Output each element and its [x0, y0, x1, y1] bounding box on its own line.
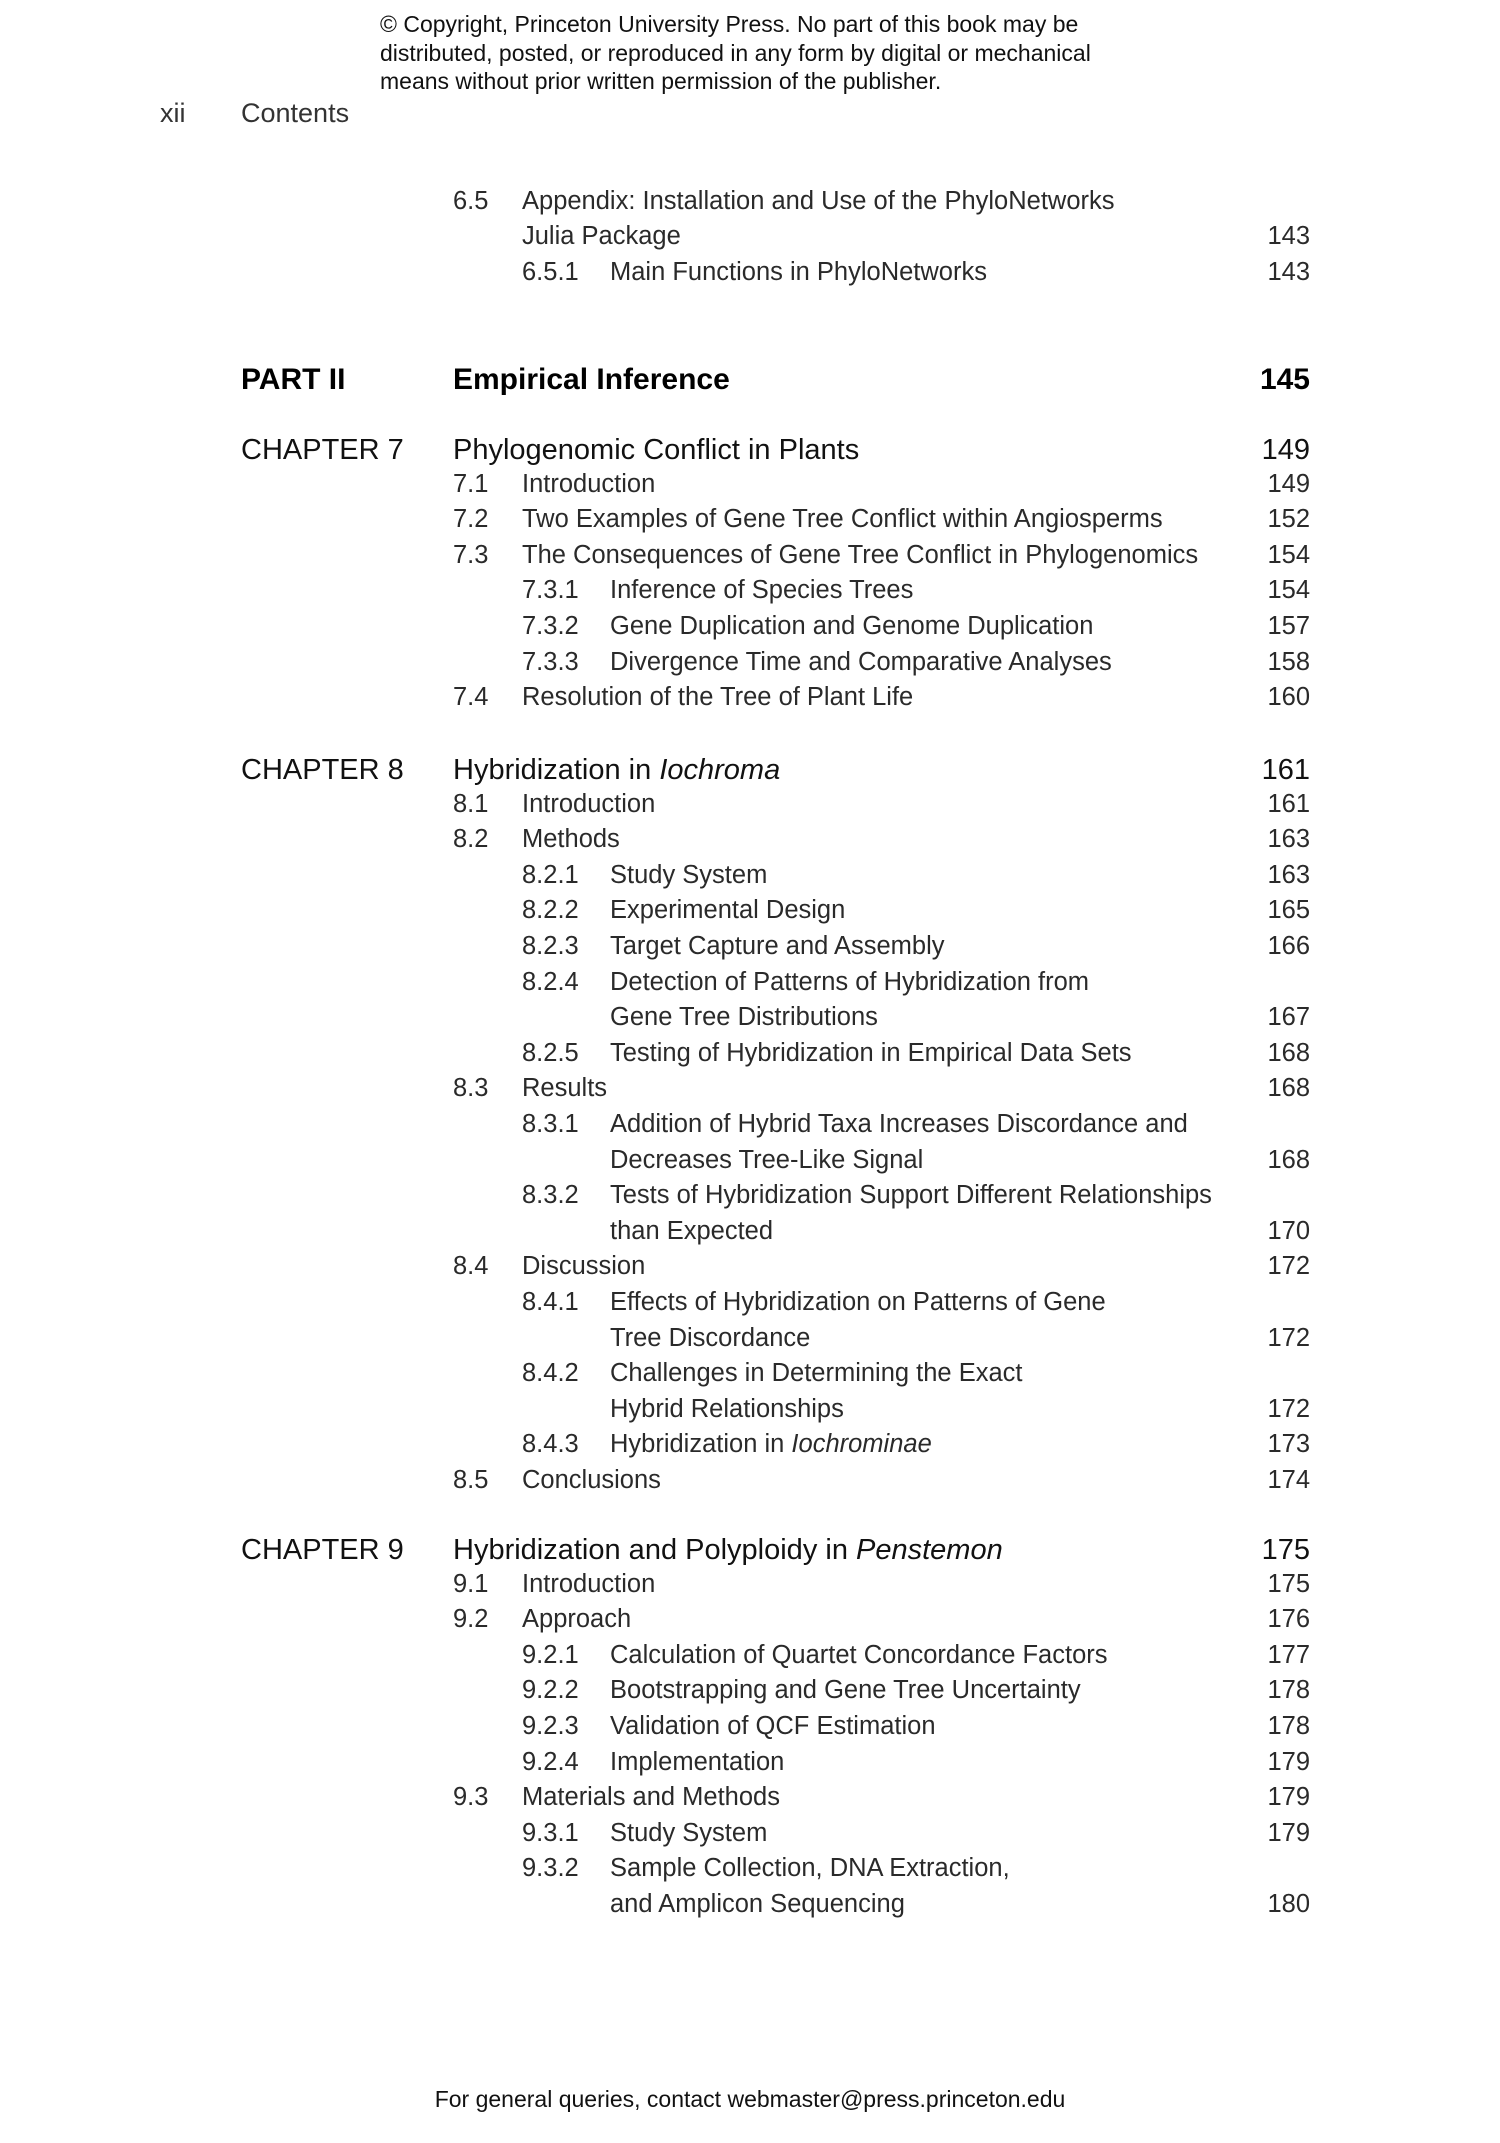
page-number: 149 — [1267, 469, 1310, 498]
toc-entry-section[interactable] — [0, 790, 1500, 826]
subsection-title: Validation of QCF Estimation — [610, 1712, 936, 1740]
subsection-title: Inference of Species Trees — [610, 576, 914, 605]
page-number: 175 — [1267, 1569, 1310, 1598]
section-title: Introduction — [522, 1569, 656, 1598]
page-number: 154 — [1267, 540, 1310, 569]
subsection-title: Calculation of Quartet Concordance Factors — [610, 1640, 1108, 1669]
subsection-number: 9.3.2 — [522, 1854, 579, 1883]
section-title: The Consequences of Gene Tree Conflict in Phylogenomics — [522, 540, 1199, 569]
page-number: 170 — [1267, 1216, 1310, 1245]
toc-entry-subsection[interactable] — [0, 896, 1500, 932]
page-number: 165 — [1267, 896, 1310, 925]
subsection-number: 8.4.2 — [522, 1359, 579, 1388]
subsection-number: 7.3.3 — [522, 647, 579, 676]
page-number: 149 — [1261, 434, 1310, 466]
section-number: 6.5 — [453, 187, 489, 215]
chapter-label: CHAPTER 9 — [241, 1534, 404, 1566]
section-number: 7.1 — [453, 469, 489, 498]
page-number: 166 — [1267, 932, 1310, 960]
section-title: Conclusions — [522, 1466, 661, 1494]
toc-entry-subsection[interactable] — [0, 1641, 1500, 1677]
title-continued: and Amplicon Sequencing — [610, 1890, 905, 1918]
toc-entry-section[interactable] — [0, 1466, 1500, 1502]
page-number: 160 — [1267, 683, 1310, 712]
title-continued: Tree Discordance — [610, 1323, 811, 1352]
copyright-notice — [380, 10, 1091, 96]
subsection-number: 7.3.2 — [522, 612, 579, 640]
page-number: 163 — [1267, 825, 1310, 854]
subsection-title: Study System — [610, 1818, 768, 1847]
page-number: 172 — [1267, 1323, 1310, 1352]
page-number: 173 — [1267, 1430, 1310, 1459]
toc-entry-subsection[interactable] — [0, 576, 1500, 612]
subsection-number: 9.2.2 — [522, 1676, 579, 1705]
section-title: Discussion — [522, 1252, 646, 1281]
subsection-title: Addition of Hybrid Taxa Increases Discordance and — [610, 1110, 1188, 1138]
toc-entry-section[interactable] — [0, 541, 1500, 577]
title-continued: Hybrid Relationships — [610, 1394, 844, 1423]
page-number: 158 — [1267, 647, 1310, 676]
subsection-title: Detection of Patterns of Hybridization from — [610, 967, 1090, 996]
toc-entry-subsection[interactable] — [0, 1288, 1500, 1324]
toc-entry-continuation[interactable] — [0, 1003, 1500, 1039]
toc-entry-subsection[interactable] — [0, 1748, 1500, 1784]
page-number: 176 — [1267, 1605, 1310, 1634]
title-continued: Gene Tree Distributions — [610, 1003, 878, 1032]
subsection-title: Effects of Hybridization on Patterns of Gene — [610, 1288, 1106, 1316]
toc-entry-section[interactable] — [0, 683, 1500, 719]
subsection-title: Study System — [610, 860, 768, 889]
section-title: Introduction — [522, 469, 656, 498]
toc-entry-section[interactable] — [0, 825, 1500, 861]
copyright-line: means without prior written permission of the publisher. — [380, 68, 942, 94]
toc-entry-section[interactable] — [0, 187, 1500, 223]
toc-chapter-heading[interactable] — [0, 1534, 1500, 1570]
toc-entry-continuation[interactable] — [0, 1395, 1500, 1431]
toc-chapter-heading[interactable] — [0, 434, 1500, 470]
page-number: 180 — [1267, 1890, 1310, 1918]
subsection-number: 8.2.1 — [522, 860, 579, 889]
section-number: 8.1 — [453, 789, 489, 818]
part-title: Empirical Inference — [453, 363, 730, 396]
toc-entry-subsection[interactable] — [0, 1039, 1500, 1075]
running-head-title: Contents — [241, 98, 350, 128]
page-number: 172 — [1267, 1252, 1310, 1281]
section-title: Approach — [522, 1605, 632, 1634]
page-number: 143 — [1267, 222, 1310, 250]
page-number: 143 — [1267, 258, 1310, 286]
toc-entry-subsection[interactable] — [0, 1712, 1500, 1748]
chapter-label: CHAPTER 8 — [241, 754, 404, 786]
section-title: Results — [522, 1074, 608, 1103]
subsection-title: Experimental Design — [610, 896, 846, 925]
subsection-title: Bootstrapping and Gene Tree Uncertainty — [610, 1676, 1081, 1705]
section-number: 8.4 — [453, 1252, 489, 1281]
chapter-label: CHAPTER 7 — [241, 434, 404, 466]
page-number: 178 — [1267, 1676, 1310, 1705]
page-number: 167 — [1267, 1003, 1310, 1032]
subsection-number: 9.2.3 — [522, 1712, 579, 1740]
section-title-continued: Julia Package — [522, 222, 681, 250]
section-number: 9.2 — [453, 1605, 489, 1634]
title-continued: Decreases Tree-Like Signal — [610, 1145, 924, 1174]
page-number: 179 — [1267, 1747, 1310, 1776]
section-number: 8.5 — [453, 1466, 489, 1494]
subsection-title: Sample Collection, DNA Extraction, — [610, 1854, 1010, 1883]
toc-entry-subsection[interactable] — [0, 258, 1500, 294]
toc-entry-subsection[interactable] — [0, 1359, 1500, 1395]
page-number: 179 — [1267, 1818, 1310, 1847]
chapter-title: Hybridization and Polyploidy in Penstemon — [453, 1534, 1003, 1566]
subsection-title: Testing of Hybridization in Empirical Data Sets — [610, 1038, 1132, 1067]
subsection-title: Main Functions in PhyloNetworks — [610, 258, 987, 286]
subsection-title: Hybridization in Iochrominae — [610, 1430, 932, 1459]
copyright-line: © Copyright, Princeton University Press. No part of this book may be — [380, 11, 1079, 37]
toc-entry-subsection[interactable] — [0, 968, 1500, 1004]
subsection-title: Gene Duplication and Genome Duplication — [610, 612, 1094, 640]
toc-part-heading[interactable] — [0, 363, 1500, 399]
toc-entry-subsection[interactable] — [0, 861, 1500, 897]
section-title: Introduction — [522, 789, 656, 818]
toc-entry-section[interactable] — [0, 1570, 1500, 1606]
page-number: 168 — [1267, 1074, 1310, 1103]
subsection-number: 6.5.1 — [522, 258, 579, 286]
page-number: 161 — [1261, 754, 1310, 786]
section-title: Two Examples of Gene Tree Conflict within Angiosperms — [522, 505, 1163, 534]
page-number: 163 — [1267, 860, 1310, 889]
copyright-line: distributed, posted, or reproduced in any form by digital or mechanical — [380, 39, 1091, 66]
footer-contact: For general queries, contact webmaster@press.princeton.edu — [434, 2086, 1066, 2112]
title-continued: than Expected — [610, 1216, 774, 1245]
page-number: 177 — [1267, 1640, 1310, 1669]
toc-entry-continuation[interactable] — [0, 1890, 1500, 1926]
chapter-title: Phylogenomic Conflict in Plants — [453, 434, 860, 466]
section-title: Resolution of the Tree of Plant Life — [522, 683, 914, 712]
toc-entry-subsection[interactable] — [0, 1181, 1500, 1217]
toc-entry-continuation[interactable] — [0, 1324, 1500, 1360]
subsection-number: 8.2.2 — [522, 896, 579, 925]
toc-entry-section[interactable] — [0, 1605, 1500, 1641]
page-number: xii — [160, 98, 186, 128]
section-title: Materials and Methods — [522, 1783, 780, 1812]
subsection-number: 8.2.3 — [522, 932, 579, 960]
toc-entry-continuation[interactable] — [0, 222, 1500, 258]
subsection-title: Divergence Time and Comparative Analyses — [610, 647, 1112, 676]
section-number: 9.3 — [453, 1783, 489, 1812]
part-label: PART II — [241, 363, 346, 396]
toc-entry-subsection[interactable] — [0, 1819, 1500, 1855]
chapter-title: Hybridization in Iochroma — [453, 754, 781, 786]
page-number: 168 — [1267, 1145, 1310, 1174]
subsection-title: Target Capture and Assembly — [610, 932, 945, 960]
page-number: 179 — [1267, 1783, 1310, 1812]
subsection-number: 8.2.4 — [522, 967, 579, 996]
page-number: 157 — [1267, 612, 1310, 640]
section-title: Appendix: Installation and Use of the PhyloNetworks — [522, 187, 1115, 215]
toc-entry-subsection[interactable] — [0, 648, 1500, 684]
subsection-number: 9.2.1 — [522, 1640, 579, 1669]
page-number: 168 — [1267, 1038, 1310, 1067]
page-number: 161 — [1267, 789, 1310, 818]
section-number: 8.2 — [453, 825, 489, 854]
subsection-number: 8.3.2 — [522, 1181, 579, 1210]
subsection-number: 7.3.1 — [522, 576, 579, 605]
toc-entry-section[interactable] — [0, 1252, 1500, 1288]
toc-entry-section[interactable] — [0, 470, 1500, 506]
toc-entry-section[interactable] — [0, 505, 1500, 541]
page-number: 174 — [1267, 1466, 1310, 1494]
toc-chapter-heading[interactable] — [0, 754, 1500, 790]
subsection-title: Implementation — [610, 1747, 785, 1776]
subsection-number: 8.4.3 — [522, 1430, 579, 1459]
subsection-number: 9.2.4 — [522, 1747, 579, 1776]
toc-entry-section[interactable] — [0, 1783, 1500, 1819]
toc-entry-subsection[interactable] — [0, 1676, 1500, 1712]
section-title: Methods — [522, 825, 620, 854]
page-number: 175 — [1261, 1534, 1310, 1566]
toc-entry-subsection[interactable] — [0, 1110, 1500, 1146]
subsection-number: 8.3.1 — [522, 1110, 579, 1138]
page-number: 145 — [1259, 363, 1310, 396]
subsection-number: 8.2.5 — [522, 1038, 579, 1067]
page-number: 154 — [1267, 576, 1310, 605]
section-number: 7.2 — [453, 505, 489, 534]
subsection-number: 9.3.1 — [522, 1818, 579, 1847]
subsection-number: 8.4.1 — [522, 1288, 579, 1316]
toc-entry-subsection[interactable] — [0, 612, 1500, 648]
toc-entry-subsection[interactable] — [0, 1430, 1500, 1466]
page-number: 172 — [1267, 1394, 1310, 1423]
section-number: 9.1 — [453, 1569, 489, 1598]
section-number: 7.4 — [453, 683, 489, 712]
page-number: 178 — [1267, 1712, 1310, 1740]
subsection-title: Challenges in Determining the Exact — [610, 1359, 1023, 1388]
page-number: 152 — [1267, 505, 1310, 534]
toc-entry-subsection[interactable] — [0, 932, 1500, 968]
section-number: 7.3 — [453, 540, 489, 569]
toc-entry-subsection[interactable] — [0, 1854, 1500, 1890]
toc-entry-continuation[interactable] — [0, 1146, 1500, 1182]
section-number: 8.3 — [453, 1074, 489, 1103]
subsection-title: Tests of Hybridization Support Different Relationships — [610, 1181, 1212, 1210]
toc-entry-section[interactable] — [0, 1074, 1500, 1110]
toc-entry-continuation[interactable] — [0, 1217, 1500, 1253]
